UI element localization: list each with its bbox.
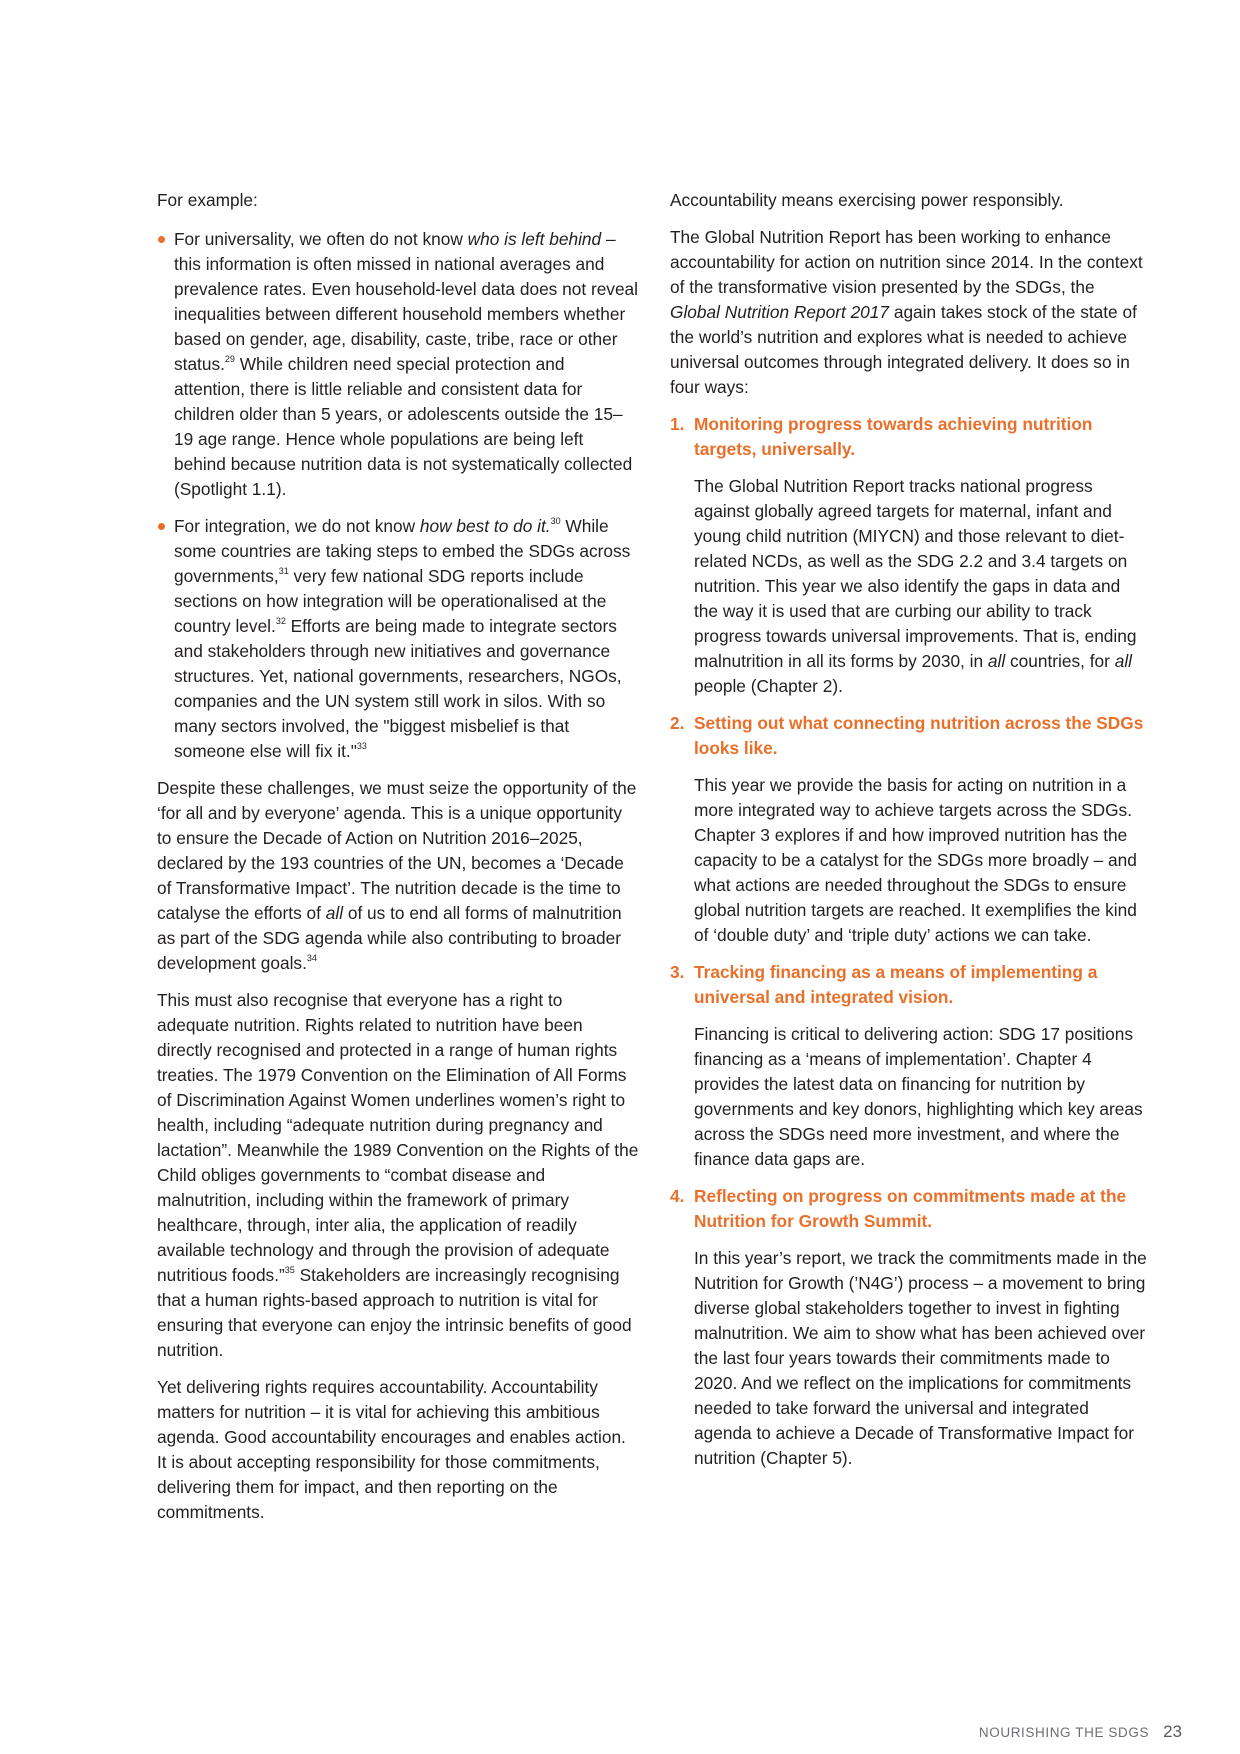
numbered-heading: 1. Monitoring progress towards achieving nutrition targets, universally. — [670, 414, 1093, 459]
footnote-ref: 35 — [284, 1265, 295, 1276]
intro-text: For example: — [157, 190, 258, 210]
numbered-item-4 — [670, 1184, 1148, 1471]
numbered-heading: 2. Setting out what connecting nutrition across the SDGs looks like. — [670, 713, 1144, 758]
page-number: 23 — [1163, 1722, 1182, 1741]
footnote-ref: 34 — [306, 953, 317, 964]
paragraph-gnr: The Global Nutrition Report has been working to enhance accountability for action on nutrition since 2014. In the context of the transformative vision presented by the SDGs, the Global Nutrition Report 2017 again takes stock of the state of the world’s nutrition and explores what is needed to achieve universal outcomes through integrated delivery. It does so in four ways: — [670, 227, 1143, 397]
numbered-body: In this year’s report, we track the commitments made in the Nutrition for Growth (’N4G’) process – a movement to bring diverse global stakeholders together to invest in fighting malnutrition. We aim to show what has been achieved over the last four years towards their commitments made to 2020. And we reflect on the implications for commitments needed to take forward the universal and integrated agenda to achieve a Decade of Transformative Impact for nutrition (Chapter 5). — [694, 1248, 1147, 1468]
paragraph-accountability-definition: Accountability means exercising power responsibly. — [670, 190, 1064, 210]
paragraph-decade: Despite these challenges, we must seize the opportunity of the ‘for all and by everyone’ agenda. This is a unique opportunity to ensure the Decade of Action on Nutrition 2016–2025, declared by the 193 countries of the UN, becomes a ‘Decade of Transformative Impact’. The nutrition decade is the time to catalyse the efforts of all of us to end all forms of malnutrition as part of the SDG agenda while also contributing to broader development goals.$^{34}$ — [157, 778, 637, 973]
numbered-item-1 — [670, 412, 1148, 699]
left-column — [157, 188, 639, 1537]
footnote-ref: 33 — [356, 741, 367, 752]
right-column — [670, 188, 1148, 1483]
footnote-ref: 30 — [550, 516, 561, 527]
page-footer — [979, 1722, 1182, 1742]
numbered-item-3 — [670, 960, 1148, 1172]
bullet-integration: For integration, we do not know how best to do it.$^{30}$ While some countries are taking steps to embed the SDGs across governments,$^{31}$ very few national SDG reports include sections on how integration will be operationalised at the country level.$^{32}$ Efforts are being made to integrate sectors and stakeholders through new initiatives and governance structures. Yet, national governments, researchers, NGOs, companies and the UN system still work in silos. With so many sectors involved, the "biggest misbelief is that someone else will fix it."$^{33}$ — [157, 514, 639, 764]
running-footer-title: NOURISHING THE SDGS — [978, 1725, 1150, 1740]
numbered-heading: 3. Tracking financing as a means of implementing a universal and integrated vision. — [670, 962, 1098, 1007]
bullet-list — [157, 227, 639, 764]
numbered-heading: 4. Reflecting on progress on commitments made at the Nutrition for Growth Summit. — [670, 1186, 1127, 1231]
footnote-ref: 32 — [275, 616, 286, 627]
numbered-body: Financing is critical to delivering action: SDG 17 positions financing as a ‘means of implementation’. Chapter 4 provides the latest data on financing for nutrition by governments and key donors, highlighting which key areas across the SDGs need more investment, and where the finance data gaps are. — [694, 1024, 1143, 1169]
bullet-universality: For universality, we often do not know who is left behind – this information is often missed in national averages and prevalence rates. Even household-level data does not reveal inequalities between different household members whether based on gender, age, disability, caste, tribe, race or other status.$^{29}$ While children need special protection and attention, there is little reliable and consistent data for children older than 5 years, or adolescents outside the 15–19 age range. Hence whole populations are being left behind because nutrition data is not systematically collected (Spotlight 1.1). — [157, 227, 639, 502]
numbered-item-2 — [670, 711, 1148, 948]
paragraph-rights: This must also recognise that everyone has a right to adequate nutrition. Rights related to nutrition have been directly recognised and protected in a range of human rights treaties. The 1979 Convention on the Elimination of All Forms of Discrimination Against Women underlines women’s right to health, including “adequate nutrition during pregnancy and lactation”. Meanwhile the 1989 Convention on the Rights of the Child obliges governments to “combat disease and malnutrition, including within the framework of primary healthcare, through, inter alia, the application of readily available technology and through the provision of adequate nutritious foods.”$^{35}$ Stakeholders are increasingly recognising that a human rights-based approach to nutrition is vital for ensuring that everyone can enjoy the intrinsic benefits of good nutrition. — [157, 990, 639, 1360]
paragraph-accountability: Yet delivering rights requires accountability. Accountability matters for nutrition – it is vital for achieving this ambitious agenda. Good accountability encourages and enables action. It is about accepting responsibility for those commitments, delivering them for impact, and then reporting on the commitments. — [157, 1377, 626, 1522]
footnote-ref: 31 — [278, 566, 289, 577]
numbered-body: This year we provide the basis for acting on nutrition in a more integrated way to achieve targets across the SDGs. Chapter 3 explores if and how improved nutrition has the capacity to be a catalyst for the SDGs more broadly – and what actions are needed throughout the SDGs to ensure global nutrition targets are reached. It exemplifies the kind of ‘double duty’ and ‘triple duty’ actions we can take. — [694, 775, 1137, 945]
numbered-body: The Global Nutrition Report tracks national progress against globally agreed targets for maternal, infant and young child nutrition (MIYCN) and those relevant to diet-related NCDs, as well as the SDG 2.2 and 3.4 targets on nutrition. This year we also identify the gaps in data and the way it is used that are curbing our ability to track progress towards universal improvements. That is, ending malnutrition in all its forms by 2030, in all countries, for all people (Chapter 2). — [694, 476, 1137, 696]
footnote-ref: 29 — [224, 354, 235, 365]
